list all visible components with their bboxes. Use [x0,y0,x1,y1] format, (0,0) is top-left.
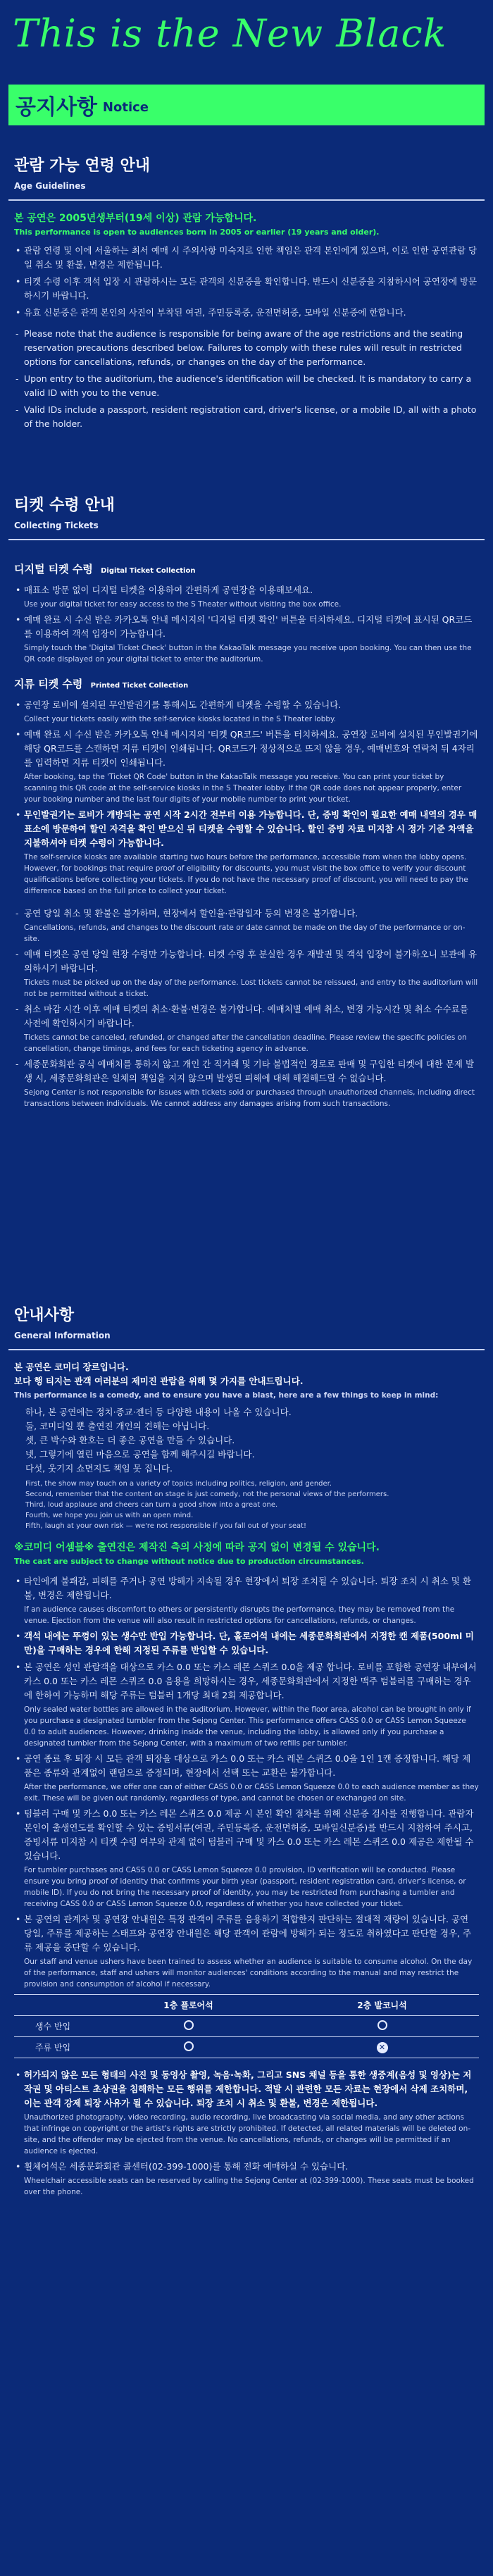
info-subtitle: General Information [14,1331,111,1340]
list-item-en: Collect your tickets easily with the self-service kiosks located in the S Theater lobby. [24,715,337,723]
notice-header-bar [8,85,485,125]
list-item [14,808,479,897]
info-title: 안내사항 [14,1307,75,1324]
allowed-circle-icon [184,2041,194,2051]
list-item: 셋, 큰 박수와 환호는 더 좋은 공연을 만들 수 있습니다. [25,1435,235,1445]
list-item-en: Wheelchair accessible seats can be reserved by calling the Sejong Center at (02-399-1000). These seats must be booked over the phone. [24,2177,474,2196]
list-item-text: 텀블러 구매 및 카스 0.0 또는 카스 레몬 스퀴즈 0.0 제공 시 본인 확인 절차를 위해 신분증 검사를 진행합니다. 관람자 본인이 출생연도를 확인할 수 있는 증빙서류(여권, 주민등록증, 운전면허증, 모바일신분증)를 반드시 지참하여 주시고, 증빙서류 미지참 시 티켓 수령 여부와 관계 없이 텀블러 구매 및 카스 0.0 또는 카스 레몬 스퀴즈 0.0 제공은 제한될 수 있습니다. [24,1808,474,1861]
age-title: 관람 가능 연령 안내 [14,157,150,175]
list-item [14,907,479,945]
hero-title: This is the New Black [13,11,447,56]
age-subtitle: Age Guidelines [14,181,86,191]
cast-warning-en: The cast are subject to change without notice due to production circumstances. [14,1557,364,1566]
list-item: 둘, 코미디일 뿐 출연진 개인의 견해는 아닙니다. [25,1421,210,1431]
table-cell [92,2037,285,2058]
list-item [14,728,479,805]
notice-title-ko: 공지사항 [15,95,97,120]
list-item [14,947,479,1000]
info-lead-2: 보다 행 티지는 관객 여러분의 제미진 관람을 위해 몇 가지를 안내드립니다. [14,1376,304,1386]
allowed-circle-icon [377,2020,387,2030]
list-item [14,613,479,665]
list-item [14,1629,479,1657]
table-cell [92,2016,285,2037]
allowed-circle-icon [184,2020,194,2030]
list-item [14,1752,479,1804]
list-item [14,698,479,725]
list-item [14,583,479,610]
list-item-en: Third, loud applause and cheers can turn a good show into a great one. [25,1501,278,1509]
cast-warning: ※코미디 어셈블※ 출연진은 제작진 측의 사정에 따라 공지 없이 변경될 수 있습니다. [14,1542,380,1553]
list-item-text: 휠체어석은 세종문화회관 콜센터(02-399-1000)를 통해 전화 예매하실 수 있습니다. [24,2161,349,2172]
list-item [14,1912,479,1990]
list-item-text: 객석 내에는 뚜껑이 있는 생수만 반입 가능합니다. 단, 홀로어석 내에는 세종문화회관에서 지정한 캔 제품(500ml 미만)을 구매하는 경우에 한해 지정된 주류를 반입할 수 있습니다. [24,1631,474,1655]
list-item-text: 예매 완료 시 수신 받은 카카오톡 안내 메시지의 '디지털 티켓 확인' 버튼을 터치하세요. 디지털 티켓에 표시된 QR코드를 이용하여 객석 입장이 가능합니다. [24,614,473,639]
list-item-en: The self-service kiosks are available starting two hours before the performance, accessible from when the lobby opens. However, for bookings that require proof of eligibility for discounts, you must visit the box office to verify your discount qualifications before collecting your tickets. If you do not have the necessary proof of discount, you will need to pay the difference based on the full price to collect your ticket. [24,853,468,895]
list-item-en: Sejong Center is not responsible for issues with tickets sold or purchased through unauthorized channels, including direct transactions between individuals. We cannot address any damages arising from such transactions. [24,1088,475,1108]
comedy-list [14,1405,479,1531]
list-item-text: 예매 티켓은 공연 당일 현장 수령만 가능합니다. 티켓 수령 후 분실한 경우 재발권 및 객석 입장이 불가하오니 보관에 유의하시기 바랍니다. [24,949,478,973]
list-item-text: 예매 완료 시 수신 받은 카카오톡 안내 메시지의 '티켓 QR코드' 버튼을 터치하세요. 공연장 로비에 설치된 무인발권기에 해당 QR코드를 스캔하면 지류 티켓이 인쇄됩니다. QR코드가 정상적으로 뜨지 않을 경우, 예매번호와 연락처 뒤 4자리를 입력하면 지류 티켓이 인쇄됩니다. [24,729,478,768]
table-header: 2층 발코니석 [285,1995,479,2016]
list-item: • 티켓 수령 이후 객석 입장 시 관람하시는 모든 관객의 신분증을 확인합니다. 반드시 신분증을 지참하시어 공연장에 방문하시기 바랍니다. [14,275,479,303]
table-cell [285,2016,479,2037]
print-ticket-heading [14,676,479,691]
list-item-text: 매표소 방문 없이 디지털 티켓을 이용하여 간편하게 공연장을 이용해보세요. [24,585,313,595]
list-item-text: 타인에게 불쾌감, 피해를 주거나 공연 방해가 지속될 경우 현장에서 퇴장 조치될 수 있습니다. 퇴장 조치 시 취소 및 환불, 변경은 제한됩니다. [24,1576,471,1600]
list-item-en: Tickets cannot be canceled, refunded, or changed after the cancellation deadline. Please review the specific policies on cancellation, change timings, and fees for each ticketing agency in advance. [24,1033,467,1053]
list-item-en: - Upon entry to the auditorium, the audience's identification will be checked. It is mandatory to carry a valid ID with you to the venue. [14,372,479,400]
list-item-en: Only sealed water bottles are allowed in the auditorium. However, within the floor area, alcohol can be brought in only if you purchase a designated tumbler from the Sejong Center. This performance offers CASS 0.0 or CASS Lemon Squeeze 0.0 to adult audiences. However, drinking inside the venue, including the lobby, is allowed only if you purchase a designated tumbler from the Sejong Center, with a maximum of two refills per tumbler. [24,1705,471,1748]
age-section [8,154,485,434]
list-item-text: 취소 마감 시간 이후 예매 티켓의 취소·환불·변경은 불가합니다. 예매처별 예매 취소, 변경 가능시간 및 취소 수수료를 사전에 확인하시기 바랍니다. [24,1004,468,1028]
list-item-en: Simply touch the 'Digital Ticket Check' button in the KakaoTalk message you receive upon booking. You can then use the QR code displayed on your digital ticket to enter the auditorium. [24,644,472,664]
tickets-subtitle: Collecting Tickets [14,521,99,530]
table-cell [285,2037,479,2058]
list-item [14,2068,479,2157]
list-item-en: If an audience causes discomfort to others or persistently disrupts the performance, they may be removed from the venue. Ejection from the venue will also result in restricted options for cancellations, refunds, or changes. [24,1605,455,1625]
not-allowed-x-icon: ✕ [377,2042,388,2053]
list-item-en: First, the show may touch on a variety of topics including politics, religion, and gender. [25,1480,332,1488]
table-row [14,2016,479,2037]
list-item-text: 공연장 로비에 설치된 무인발권기를 통해서도 간편하게 티켓을 수령할 수 있습니다. [24,699,342,710]
list-item-en: Unauthorized photography, video recording, audio recording, live broadcasting via social media, and any other actions that infringe on copyright or the artist's rights are strictly prohibited. If detected, all related materials will be deleted on-site, and the offender may be ejected from the venue. No cancellations, refunds, or changes will be permitted if an audience is ejected. [24,2113,471,2155]
list-item-en: Second, remember that the content on stage is just comedy, not the personal views of the performers. [25,1491,389,1498]
list-item-en: - Please note that the audience is responsible for being aware of the age restrictions and the seating reservation precautions described below. Failures to comply with these rules will result in restricted options for cancellations, refunds, or changes on the day of the performance. [14,327,479,369]
list-item [14,1574,479,1626]
items-allowed-table [14,1994,479,2058]
table-row-label: 생수 반입 [14,2016,92,2037]
list-item [14,2160,479,2198]
tickets-title: 티켓 수령 안내 [14,497,115,514]
list-item [14,1057,479,1109]
list-item-en: Use your digital ticket for easy access to the S Theater without visiting the box office. [24,600,342,609]
list-item: • 관람 연령 및 이에 서울하는 최서 예매 시 주의사항 미숙지로 인한 책임은 관객 본인에게 있으며, 이로 인한 공연관람 당일 취소 및 환불, 변경은 제한됩니다. [14,244,479,272]
list-item-text: 본 공연은 성인 관람객을 대상으로 카스 0.0 또는 카스 레몬 스퀴즈 0.0을 제공 합니다. 로비를 포함한 공연장 내부에서 카스 0.0 또는 카스 레몬 스퀴즈 0.0 음용을 희망하시는 경우, 세종문화회관에서 지정한 맥주 텀블러를 구매하는 경우에 한하여 가능하며 해당 주류는 텀블러 1개당 최대 2회 제공합니다. [24,1662,477,1700]
list-item-en: Tickets must be picked up on the day of the performance. Lost tickets cannot be reissued, and entry to the auditorium will not be permitted without a ticket. [24,978,478,998]
list-item [14,1807,479,1910]
print-ticket-title: 지류 티켓 수령 [14,678,83,690]
table-row [14,2037,479,2058]
list-item: • 유효 신분증은 관객 본인의 사진이 부착된 여권, 주민등록증, 운전면허증, 모바일 신분증에 한합니다. [14,306,479,320]
list-item [14,1660,479,1749]
list-item: 다섯, 웃기지 쇼면지도 책임 못 집니다. [25,1463,173,1474]
tickets-section [8,493,485,1112]
info-lead-en: This performance is a comedy, and to ensure you have a blast, here are a few things to keep in mind: [14,1391,439,1400]
table-row-label: 주류 반입 [14,2037,92,2058]
list-item-en: Cancellations, refunds, and changes to the discount rate or date cannot be made on the day of the performance or on-site. [24,923,466,943]
digital-ticket-title: 디지털 티켓 수령 [14,563,93,575]
list-item: 넷, 그렇기에 열린 마음으로 공연을 함께 해주시길 바랍니다. [25,1449,255,1460]
list-item-text: 허가되지 않은 모든 형태의 사진 및 동영상 촬영, 녹음·녹화, 그리고 SNS 채널 등을 통한 생중계(음성 및 영상)는 저작권 및 아티스트 초상권을 침해하는 모든 행위를 제한합니다. 적발 시 관련한 모든 자료는 현장에서 삭제 조치하며, 이는 관객 강제 퇴장 사유가 될 수 있습니다. 퇴장 조치 시 취소 및 환불, 변경은 제한됩니다. [24,2070,472,2108]
list-item-en: For tumbler purchases and CASS 0.0 or CASS Lemon Squeeze 0.0 provision, ID verification will be conducted. Please ensure you bring proof of identity that confirms your birth year (passport, resident registration card, driver's license, or mobile ID). If you do not bring the necessary proof of identity, you may be restricted from purchasing a tumbler and receiving CASS 0.0 or CASS Lemon Squeeze 0.0, regardless of whether you have collected your ticket. [24,1866,466,1908]
age-lead-en: This performance is open to audiences born in 2005 or earlier (19 years and older). [14,228,380,237]
list-item [14,1002,479,1054]
hero-banner [0,0,493,86]
digital-ticket-heading [14,561,479,576]
list-item-text: 공연 종료 후 퇴장 시 모든 관객 퇴장을 대상으로 카스 0.0 또는 카스 레몬 스퀴즈 0.0을 1인 1캔 증정합니다. 해당 제품은 종류와 관계없이 랜덤으로 증정되며, 현장에서 선택 또는 교환은 불가합니다. [24,1753,471,1778]
info-section [8,1303,485,2201]
list-item-en: After booking, tap the 'Ticket QR Code' button in the KakaoTalk message you receive. You can print your ticket by scanning this QR code at the self-service kiosks in the S Theater lobby. If the QR code does not appear properly, enter your booking number and the last four digits of your mobile number to print your ticket. [24,773,462,804]
list-item-en: Fourth, we hope you join us with an open mind. [25,1512,194,1519]
notice-title-en: Notice [102,99,149,115]
list-item-en: - Valid IDs include a passport, resident registration card, driver's license, or a mobile ID, all with a photo of the holder. [14,403,479,431]
list-item-text: 공연 당일 취소 및 환불은 불가하며, 현장에서 할인율·관람일자 등의 변경은 불가합니다. [24,908,358,919]
list-item-en: Our staff and venue ushers have been trained to assess whether an audience is suitable to consume alcohol. On the day of the performance, staff and ushers will monitor audiences' conditions according to the manual and may restrict the provision and consumption of alcohol if necessary. [24,1958,473,1989]
age-lead: 본 공연은 2005년생부터(19세 이상) 관람 가능합니다. [14,213,257,224]
print-ticket-title-en: Printed Ticket Collection [90,682,189,690]
list-item-en: Fifth, laugh at your own risk — we're not responsible if you fall out of your seat! [25,1522,307,1530]
list-item-en: After the performance, we offer one can of either CASS 0.0 or CASS Lemon Squeeze 0.0 to each audience member as they exit. These will be given out randomly, regardless of type, and cannot be chosen or exchanged on site. [24,1783,479,1803]
list-item-text: 세종문화회관 공식 예매처를 통하지 않고 개인 간 직거래 및 기타 불법적인 경로로 판매 및 구입한 티켓에 대한 문제 발생 시, 세종문화회관은 일체의 책임을 지지 않으며 발생된 피해에 대해 해결해드릴 수 없습니다. [24,1059,475,1083]
list-item-text: 무인발권기는 로비가 개방되는 공연 시작 2시간 전부터 이용 가능합니다. 단, 증빙 확인이 필요한 예매 내역의 경우 매표소에 방문하여 할인 자격을 확인 받으신 뒤 티켓을 수령할 수 있습니다. 할인 증빙 자료 미지참 시 정가 기준 차액을 지불하셔야 티켓 수령이 가능합니다. [24,809,478,848]
table-header-row [14,1995,479,2016]
info-lead-1: 본 공연은 코미디 장르입니다. [14,1362,129,1372]
table-header [14,1995,92,2016]
list-item: 하나, 본 공연에는 정치·종교·젠더 등 다양한 내용이 나올 수 있습니다. [25,1407,292,1417]
list-item-text: 본 공연의 관계자 및 공연장 안내원은 특정 관객이 주류를 음용하기 적합한지 판단하는 절대적 재량이 있습니다. 공연 당일, 주류를 제공하는 스태프와 공연장 안내원은 해당 관객이 관람에 방해가 되는 정도로 취하였다고 판단할 경우, 주류 제공을 중단할 수 있습니다. [24,1914,472,1953]
table-header: 1층 플로어석 [92,1995,285,2016]
digital-ticket-title-en: Digital Ticket Collection [101,567,196,575]
